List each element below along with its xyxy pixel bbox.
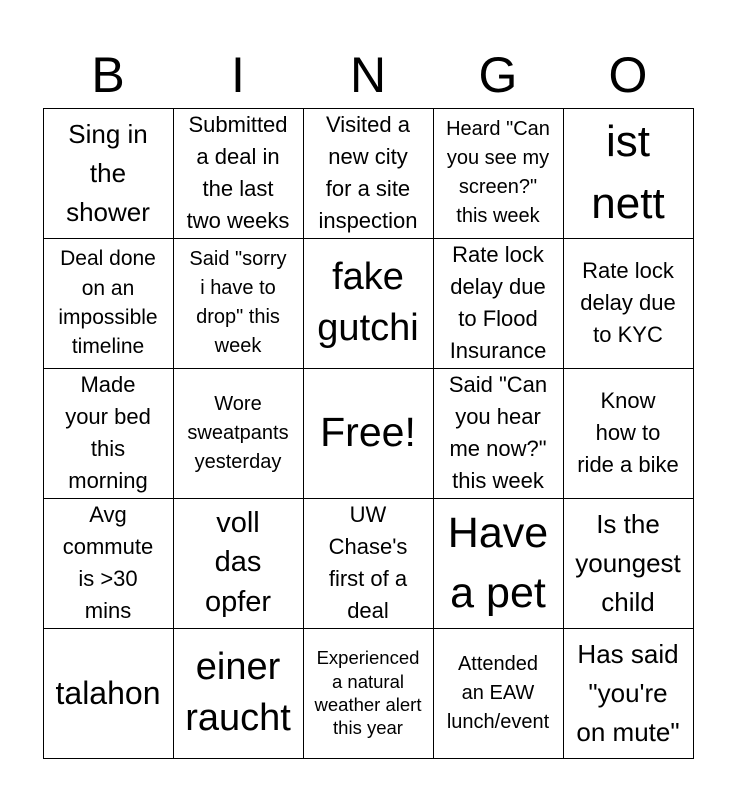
bingo-cell-r4-c1[interactable]: Avg commute is >30 mins — [43, 498, 174, 629]
header-letter-n: N — [349, 47, 387, 103]
header-letter-b: B — [91, 47, 125, 103]
bingo-cell-r3-c5[interactable]: Know how to ride a bike — [563, 368, 694, 499]
header-letter-o: O — [608, 47, 648, 103]
bingo-header — [43, 44, 693, 106]
bingo-cell-r5-c3[interactable]: Experienced a natural weather alert this year — [303, 628, 434, 759]
bingo-cell-free[interactable]: Free! — [303, 368, 434, 499]
header-letter-g: G — [478, 47, 518, 103]
bingo-cell-r4-c5[interactable]: Is the youngest child — [563, 498, 694, 629]
bingo-cell-r2-c2[interactable]: Said "sorry i have to drop" this week — [173, 238, 304, 369]
bingo-board — [43, 108, 693, 758]
bingo-cell-r4-c3[interactable]: UW Chase's first of a deal — [303, 498, 434, 629]
bingo-cell-r5-c4[interactable]: Attended an EAW lunch/event — [433, 628, 564, 759]
bingo-cell-r2-c1[interactable]: Deal done on an impossible timeline — [43, 238, 174, 369]
bingo-cell-r4-c4[interactable]: Have a pet — [433, 498, 564, 629]
header-letter-i: I — [231, 47, 245, 103]
bingo-cell-r5-c2[interactable]: einer raucht — [173, 628, 304, 759]
bingo-cell-r3-c2[interactable]: Wore sweatpants yesterday — [173, 368, 304, 499]
bingo-cell-r1-c2[interactable]: Submitted a deal in the last two weeks — [173, 108, 304, 239]
bingo-cell-r5-c5[interactable]: Has said "you're on mute" — [563, 628, 694, 759]
bingo-cell-r4-c2[interactable]: voll das opfer — [173, 498, 304, 629]
bingo-cell-r5-c1[interactable]: talahon — [43, 628, 174, 759]
bingo-cell-r1-c4[interactable]: Heard "Can you see my screen?" this week — [433, 108, 564, 239]
bingo-cell-r3-c1[interactable]: Made your bed this morning — [43, 368, 174, 499]
bingo-cell-r1-c1[interactable]: Sing in the shower — [43, 108, 174, 239]
bingo-cell-r1-c5[interactable]: ist nett — [563, 108, 694, 239]
bingo-cell-r2-c3[interactable]: fake gutchi — [303, 238, 434, 369]
bingo-cell-r1-c3[interactable]: Visited a new city for a site inspection — [303, 108, 434, 239]
bingo-cell-r2-c5[interactable]: Rate lock delay due to KYC — [563, 238, 694, 369]
bingo-cell-r3-c4[interactable]: Said "Can you hear me now?" this week — [433, 368, 564, 499]
bingo-cell-r2-c4[interactable]: Rate lock delay due to Flood Insurance — [433, 238, 564, 369]
